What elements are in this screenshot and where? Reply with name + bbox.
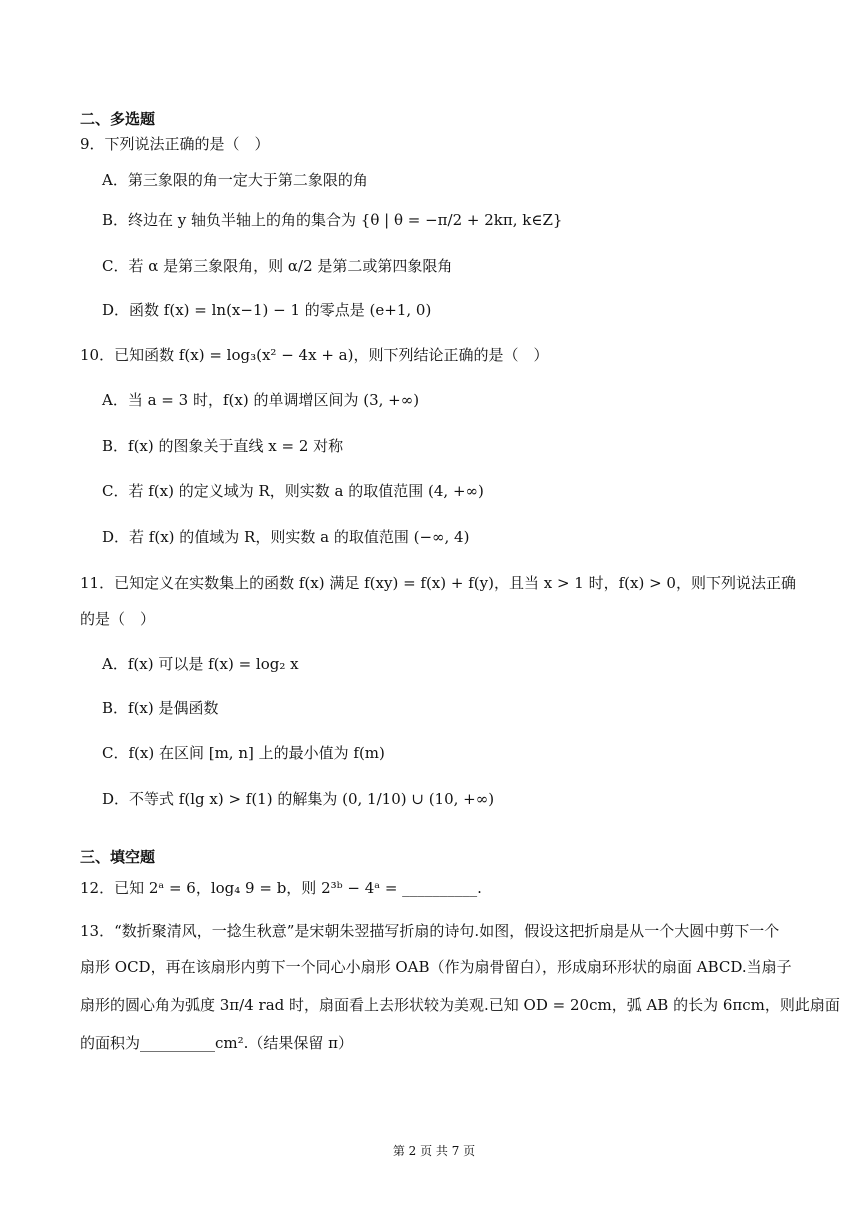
question-9-option-c: C．若 α 是第三象限角，则 α/2 是第二或第四象限角 xyxy=(102,257,453,275)
question-11-option-a: A．f(x) 可以是 f(x) = log₂ x xyxy=(102,655,299,673)
question-13-line-2: 扇形 OCD，再在该扇形内剪下一个同心小扇形 OAB（作为扇骨留白），形成扇环形状的扇面 ABCD.当扇子 xyxy=(80,958,792,976)
question-11-option-c: C．f(x) 在区间 [m, n] 上的最小值为 f(m) xyxy=(102,744,385,762)
section-heading-fill-in-blank: 三、填空题 xyxy=(80,848,156,866)
question-13-line-1: 13．“数折聚清风，一捻生秋意”是宋朝朱翌描写折扇的诗句.如图，假设这把折扇是从一个大圆中剪下一个 xyxy=(80,922,780,940)
question-11-option-b: B．f(x) 是偶函数 xyxy=(102,699,219,717)
question-10-option-a: A．当 a = 3 时，f(x) 的单调增区间为 (3, +∞) xyxy=(102,391,420,409)
question-11-stem-line-2: 的是（ ） xyxy=(80,610,156,628)
question-10-stem: 10．已知函数 f(x) = log₃(x² − 4x + a)，则下列结论正确的是（ ） xyxy=(80,346,549,364)
question-9-option-a: A．第三象限的角一定大于第二象限的角 xyxy=(102,171,368,189)
question-9-option-d: D．函数 f(x) = ln(x−1) − 1 的零点是 (e+1, 0) xyxy=(102,301,432,319)
question-13-line-3: 扇形的圆心角为弧度 3π/4 rad 时，扇面看上去形状较为美观.已知 OD = 20cm，弧 AB 的长为 6πcm，则此扇面 xyxy=(80,996,840,1014)
question-12-text: 12．已知 2ᵃ = 6，log₄ 9 = b，则 2³ᵇ − 4ᵃ = __________. xyxy=(80,879,482,897)
question-10-option-d: D．若 f(x) 的值域为 R，则实数 a 的取值范围 (−∞, 4) xyxy=(102,528,470,546)
question-10-option-b: B．f(x) 的图象关于直线 x = 2 对称 xyxy=(102,437,344,455)
question-10-option-c: C．若 f(x) 的定义域为 R，则实数 a 的取值范围 (4, +∞) xyxy=(102,482,484,500)
question-11-option-d: D．不等式 f(lg x) > f(1) 的解集为 (0, 1/10) ∪ (10, +∞) xyxy=(102,790,495,808)
question-9-option-b: B．终边在 y 轴负半轴上的角的集合为 {θ | θ = −π/2 + 2kπ, k∈Z} xyxy=(102,211,563,229)
section-heading-multiple-choice: 二、多选题 xyxy=(80,110,156,128)
question-13-line-4: 的面积为__________cm².（结果保留 π） xyxy=(80,1034,354,1052)
question-9-stem: 9．下列说法正确的是（ ） xyxy=(80,135,270,153)
page-number-footer: 第 2 页 共 7 页 xyxy=(392,1144,476,1158)
question-11-stem-line-1: 11．已知定义在实数集上的函数 f(x) 满足 f(xy) = f(x) + f(y)，且当 x > 1 时，f(x) > 0，则下列说法正确 xyxy=(80,574,796,592)
